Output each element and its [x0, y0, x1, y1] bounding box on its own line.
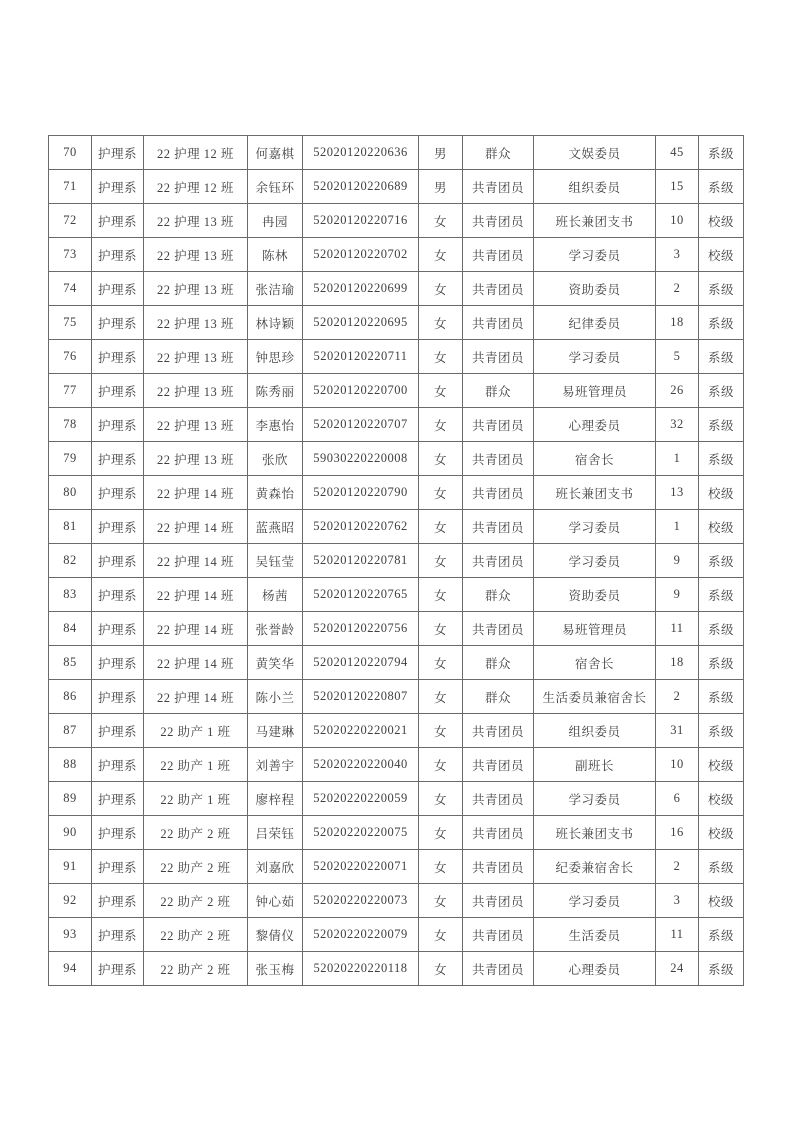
cell-name: 钟思珍 — [248, 340, 303, 374]
cell-number: 31 — [656, 714, 699, 748]
cell-political-status: 共青团员 — [463, 884, 534, 918]
cell-class-name: 22 助产 2 班 — [144, 952, 248, 986]
table-row — [49, 374, 744, 408]
cell-position: 宿舍长 — [534, 646, 656, 680]
cell-position: 心理委员 — [534, 952, 656, 986]
cell-position: 资助委员 — [534, 578, 656, 612]
cell-gender: 女 — [419, 306, 463, 340]
cell-name: 张玉梅 — [248, 952, 303, 986]
cell-class-name: 22 护理 14 班 — [144, 510, 248, 544]
cell-level: 系级 — [699, 136, 744, 170]
cell-number: 2 — [656, 680, 699, 714]
table-row — [49, 306, 744, 340]
cell-position: 组织委员 — [534, 170, 656, 204]
cell-position: 生活委员兼宿舍长 — [534, 680, 656, 714]
cell-department: 护理系 — [92, 442, 144, 476]
cell-class-name: 22 护理 13 班 — [144, 442, 248, 476]
cell-number: 18 — [656, 306, 699, 340]
table-row — [49, 170, 744, 204]
cell-no: 71 — [49, 170, 92, 204]
cell-position: 班长兼团支书 — [534, 816, 656, 850]
cell-name: 杨茜 — [248, 578, 303, 612]
cell-department: 护理系 — [92, 952, 144, 986]
table-row — [49, 272, 744, 306]
cell-political-status: 共青团员 — [463, 816, 534, 850]
cell-name: 马建琳 — [248, 714, 303, 748]
cell-number: 1 — [656, 442, 699, 476]
cell-name: 刘善宇 — [248, 748, 303, 782]
cell-number: 1 — [656, 510, 699, 544]
cell-political-status: 群众 — [463, 646, 534, 680]
cell-gender: 女 — [419, 476, 463, 510]
cell-class-name: 22 助产 2 班 — [144, 884, 248, 918]
table-row — [49, 340, 744, 374]
cell-no: 84 — [49, 612, 92, 646]
cell-name: 张洁瑜 — [248, 272, 303, 306]
cell-student-id: 52020220220021 — [303, 714, 419, 748]
cell-level: 系级 — [699, 408, 744, 442]
cell-number: 3 — [656, 884, 699, 918]
cell-student-id: 52020220220073 — [303, 884, 419, 918]
table-row — [49, 748, 744, 782]
cell-student-id: 52020220220071 — [303, 850, 419, 884]
cell-name: 黄森怡 — [248, 476, 303, 510]
cell-position: 组织委员 — [534, 714, 656, 748]
cell-no: 76 — [49, 340, 92, 374]
cell-number: 2 — [656, 272, 699, 306]
cell-department: 护理系 — [92, 238, 144, 272]
cell-class-name: 22 助产 1 班 — [144, 714, 248, 748]
cell-class-name: 22 护理 14 班 — [144, 612, 248, 646]
cell-number: 6 — [656, 782, 699, 816]
cell-position: 学习委员 — [534, 884, 656, 918]
cell-student-id: 52020120220702 — [303, 238, 419, 272]
table-row — [49, 714, 744, 748]
cell-political-status: 群众 — [463, 374, 534, 408]
cell-number: 11 — [656, 918, 699, 952]
student-roster-table — [48, 135, 744, 986]
cell-number: 24 — [656, 952, 699, 986]
cell-political-status: 共青团员 — [463, 510, 534, 544]
cell-level: 系级 — [699, 612, 744, 646]
cell-political-status: 共青团员 — [463, 476, 534, 510]
cell-name: 钟心茹 — [248, 884, 303, 918]
cell-student-id: 52020120220762 — [303, 510, 419, 544]
cell-name: 林诗颖 — [248, 306, 303, 340]
cell-no: 88 — [49, 748, 92, 782]
cell-student-id: 52020120220807 — [303, 680, 419, 714]
cell-political-status: 共青团员 — [463, 714, 534, 748]
cell-no: 90 — [49, 816, 92, 850]
table-row — [49, 204, 744, 238]
cell-number: 13 — [656, 476, 699, 510]
cell-political-status: 共青团员 — [463, 170, 534, 204]
table-row — [49, 238, 744, 272]
cell-position: 生活委员 — [534, 918, 656, 952]
cell-department: 护理系 — [92, 340, 144, 374]
cell-department: 护理系 — [92, 646, 144, 680]
cell-student-id: 52020120220790 — [303, 476, 419, 510]
cell-department: 护理系 — [92, 680, 144, 714]
cell-no: 82 — [49, 544, 92, 578]
cell-level: 校级 — [699, 204, 744, 238]
cell-political-status: 共青团员 — [463, 306, 534, 340]
cell-number: 3 — [656, 238, 699, 272]
cell-student-id: 52020220220079 — [303, 918, 419, 952]
cell-class-name: 22 护理 13 班 — [144, 204, 248, 238]
cell-name: 黎倩仪 — [248, 918, 303, 952]
cell-no: 85 — [49, 646, 92, 680]
cell-name: 刘嘉欣 — [248, 850, 303, 884]
cell-position: 学习委员 — [534, 510, 656, 544]
table-row — [49, 612, 744, 646]
cell-level: 系级 — [699, 544, 744, 578]
cell-student-id: 52020220220040 — [303, 748, 419, 782]
cell-number: 11 — [656, 612, 699, 646]
cell-position: 易班管理员 — [534, 612, 656, 646]
cell-department: 护理系 — [92, 408, 144, 442]
table-row — [49, 510, 744, 544]
cell-student-id: 52020220220059 — [303, 782, 419, 816]
cell-department: 护理系 — [92, 918, 144, 952]
cell-student-id: 52020120220781 — [303, 544, 419, 578]
table-row — [49, 408, 744, 442]
cell-number: 10 — [656, 204, 699, 238]
cell-name: 余钰环 — [248, 170, 303, 204]
cell-position: 副班长 — [534, 748, 656, 782]
cell-department: 护理系 — [92, 714, 144, 748]
cell-no: 83 — [49, 578, 92, 612]
cell-department: 护理系 — [92, 578, 144, 612]
cell-position: 班长兼团支书 — [534, 476, 656, 510]
cell-department: 护理系 — [92, 782, 144, 816]
cell-political-status: 共青团员 — [463, 340, 534, 374]
cell-department: 护理系 — [92, 272, 144, 306]
cell-level: 系级 — [699, 646, 744, 680]
cell-level: 校级 — [699, 238, 744, 272]
cell-class-name: 22 护理 13 班 — [144, 272, 248, 306]
table-row — [49, 782, 744, 816]
cell-gender: 女 — [419, 884, 463, 918]
cell-department: 护理系 — [92, 884, 144, 918]
table-body — [49, 136, 744, 986]
cell-gender: 女 — [419, 612, 463, 646]
cell-class-name: 22 护理 12 班 — [144, 136, 248, 170]
cell-department: 护理系 — [92, 204, 144, 238]
cell-position: 学习委员 — [534, 340, 656, 374]
cell-level: 系级 — [699, 340, 744, 374]
cell-department: 护理系 — [92, 544, 144, 578]
cell-position: 班长兼团支书 — [534, 204, 656, 238]
cell-position: 纪委兼宿舍长 — [534, 850, 656, 884]
cell-gender: 女 — [419, 544, 463, 578]
cell-no: 70 — [49, 136, 92, 170]
cell-no: 74 — [49, 272, 92, 306]
cell-level: 系级 — [699, 374, 744, 408]
cell-number: 45 — [656, 136, 699, 170]
cell-department: 护理系 — [92, 170, 144, 204]
cell-political-status: 共青团员 — [463, 952, 534, 986]
cell-position: 易班管理员 — [534, 374, 656, 408]
cell-level: 系级 — [699, 714, 744, 748]
cell-class-name: 22 护理 12 班 — [144, 170, 248, 204]
cell-political-status: 群众 — [463, 578, 534, 612]
cell-name: 何嘉棋 — [248, 136, 303, 170]
cell-political-status: 共青团员 — [463, 748, 534, 782]
cell-position: 资助委员 — [534, 272, 656, 306]
cell-class-name: 22 护理 14 班 — [144, 476, 248, 510]
cell-student-id: 52020220220075 — [303, 816, 419, 850]
cell-student-id: 59030220220008 — [303, 442, 419, 476]
cell-political-status: 共青团员 — [463, 612, 534, 646]
cell-name: 陈林 — [248, 238, 303, 272]
cell-no: 87 — [49, 714, 92, 748]
cell-no: 93 — [49, 918, 92, 952]
cell-class-name: 22 护理 14 班 — [144, 680, 248, 714]
cell-level: 校级 — [699, 748, 744, 782]
cell-student-id: 52020120220689 — [303, 170, 419, 204]
cell-student-id: 52020120220695 — [303, 306, 419, 340]
cell-position: 学习委员 — [534, 782, 656, 816]
cell-number: 32 — [656, 408, 699, 442]
cell-department: 护理系 — [92, 816, 144, 850]
cell-number: 2 — [656, 850, 699, 884]
cell-level: 校级 — [699, 510, 744, 544]
cell-no: 75 — [49, 306, 92, 340]
cell-gender: 女 — [419, 952, 463, 986]
cell-department: 护理系 — [92, 612, 144, 646]
cell-name: 李惠怡 — [248, 408, 303, 442]
cell-position: 纪律委员 — [534, 306, 656, 340]
cell-department: 护理系 — [92, 306, 144, 340]
cell-level: 校级 — [699, 476, 744, 510]
cell-political-status: 共青团员 — [463, 850, 534, 884]
table-row — [49, 850, 744, 884]
cell-level: 系级 — [699, 850, 744, 884]
cell-number: 5 — [656, 340, 699, 374]
cell-class-name: 22 护理 13 班 — [144, 408, 248, 442]
cell-name: 吕荣钰 — [248, 816, 303, 850]
cell-student-id: 52020120220707 — [303, 408, 419, 442]
cell-name: 冉园 — [248, 204, 303, 238]
cell-level: 系级 — [699, 578, 744, 612]
cell-gender: 女 — [419, 782, 463, 816]
cell-level: 系级 — [699, 918, 744, 952]
cell-level: 系级 — [699, 306, 744, 340]
cell-name: 陈小兰 — [248, 680, 303, 714]
cell-political-status: 共青团员 — [463, 238, 534, 272]
cell-number: 16 — [656, 816, 699, 850]
table-row — [49, 646, 744, 680]
cell-political-status: 群众 — [463, 136, 534, 170]
cell-department: 护理系 — [92, 476, 144, 510]
cell-student-id: 52020120220716 — [303, 204, 419, 238]
cell-no: 94 — [49, 952, 92, 986]
cell-gender: 女 — [419, 510, 463, 544]
cell-level: 系级 — [699, 442, 744, 476]
table-row — [49, 680, 744, 714]
cell-department: 护理系 — [92, 374, 144, 408]
cell-gender: 女 — [419, 918, 463, 952]
cell-political-status: 共青团员 — [463, 782, 534, 816]
cell-name: 黄笑华 — [248, 646, 303, 680]
cell-no: 91 — [49, 850, 92, 884]
cell-gender: 女 — [419, 238, 463, 272]
cell-student-id: 52020220220118 — [303, 952, 419, 986]
cell-number: 10 — [656, 748, 699, 782]
cell-student-id: 52020120220699 — [303, 272, 419, 306]
cell-gender: 女 — [419, 646, 463, 680]
cell-position: 心理委员 — [534, 408, 656, 442]
cell-gender: 女 — [419, 850, 463, 884]
cell-political-status: 共青团员 — [463, 408, 534, 442]
cell-no: 80 — [49, 476, 92, 510]
cell-class-name: 22 助产 1 班 — [144, 748, 248, 782]
cell-class-name: 22 护理 13 班 — [144, 340, 248, 374]
table-row — [49, 136, 744, 170]
cell-gender: 女 — [419, 408, 463, 442]
cell-student-id: 52020120220765 — [303, 578, 419, 612]
table-row — [49, 952, 744, 986]
cell-name: 廖梓程 — [248, 782, 303, 816]
cell-level: 系级 — [699, 272, 744, 306]
cell-position: 学习委员 — [534, 544, 656, 578]
cell-student-id: 52020120220636 — [303, 136, 419, 170]
cell-position: 文娱委员 — [534, 136, 656, 170]
cell-class-name: 22 护理 14 班 — [144, 578, 248, 612]
table-row — [49, 918, 744, 952]
cell-position: 宿舍长 — [534, 442, 656, 476]
cell-no: 78 — [49, 408, 92, 442]
cell-political-status: 共青团员 — [463, 272, 534, 306]
cell-number: 18 — [656, 646, 699, 680]
cell-gender: 女 — [419, 748, 463, 782]
cell-no: 81 — [49, 510, 92, 544]
cell-gender: 女 — [419, 816, 463, 850]
cell-gender: 男 — [419, 136, 463, 170]
cell-number: 15 — [656, 170, 699, 204]
cell-class-name: 22 助产 2 班 — [144, 918, 248, 952]
cell-name: 张誉龄 — [248, 612, 303, 646]
cell-department: 护理系 — [92, 850, 144, 884]
cell-political-status: 群众 — [463, 680, 534, 714]
cell-gender: 女 — [419, 204, 463, 238]
cell-no: 73 — [49, 238, 92, 272]
table-row — [49, 578, 744, 612]
cell-level: 校级 — [699, 816, 744, 850]
cell-department: 护理系 — [92, 510, 144, 544]
cell-student-id: 52020120220794 — [303, 646, 419, 680]
cell-number: 9 — [656, 544, 699, 578]
cell-no: 79 — [49, 442, 92, 476]
cell-gender: 男 — [419, 170, 463, 204]
cell-name: 陈秀丽 — [248, 374, 303, 408]
cell-political-status: 共青团员 — [463, 918, 534, 952]
cell-name: 吴钰莹 — [248, 544, 303, 578]
cell-name: 蓝燕昭 — [248, 510, 303, 544]
cell-no: 92 — [49, 884, 92, 918]
cell-no: 77 — [49, 374, 92, 408]
cell-no: 89 — [49, 782, 92, 816]
cell-number: 26 — [656, 374, 699, 408]
table-row — [49, 884, 744, 918]
cell-gender: 女 — [419, 680, 463, 714]
cell-position: 学习委员 — [534, 238, 656, 272]
table-row — [49, 816, 744, 850]
table-row — [49, 476, 744, 510]
cell-political-status: 共青团员 — [463, 544, 534, 578]
cell-level: 系级 — [699, 170, 744, 204]
cell-political-status: 共青团员 — [463, 442, 534, 476]
table-row — [49, 442, 744, 476]
cell-level: 系级 — [699, 680, 744, 714]
cell-gender: 女 — [419, 272, 463, 306]
cell-no: 86 — [49, 680, 92, 714]
cell-department: 护理系 — [92, 748, 144, 782]
cell-department: 护理系 — [92, 136, 144, 170]
cell-no: 72 — [49, 204, 92, 238]
cell-class-name: 22 助产 2 班 — [144, 816, 248, 850]
cell-class-name: 22 助产 1 班 — [144, 782, 248, 816]
table-row — [49, 544, 744, 578]
cell-gender: 女 — [419, 442, 463, 476]
cell-gender: 女 — [419, 340, 463, 374]
cell-gender: 女 — [419, 374, 463, 408]
cell-level: 校级 — [699, 884, 744, 918]
cell-gender: 女 — [419, 714, 463, 748]
cell-gender: 女 — [419, 578, 463, 612]
cell-number: 9 — [656, 578, 699, 612]
cell-student-id: 52020120220700 — [303, 374, 419, 408]
cell-student-id: 52020120220711 — [303, 340, 419, 374]
cell-class-name: 22 护理 14 班 — [144, 544, 248, 578]
cell-class-name: 22 护理 14 班 — [144, 646, 248, 680]
cell-name: 张欣 — [248, 442, 303, 476]
cell-level: 校级 — [699, 782, 744, 816]
cell-student-id: 52020120220756 — [303, 612, 419, 646]
cell-level: 系级 — [699, 952, 744, 986]
cell-class-name: 22 护理 13 班 — [144, 306, 248, 340]
cell-political-status: 共青团员 — [463, 204, 534, 238]
cell-class-name: 22 护理 13 班 — [144, 238, 248, 272]
cell-class-name: 22 助产 2 班 — [144, 850, 248, 884]
cell-class-name: 22 护理 13 班 — [144, 374, 248, 408]
